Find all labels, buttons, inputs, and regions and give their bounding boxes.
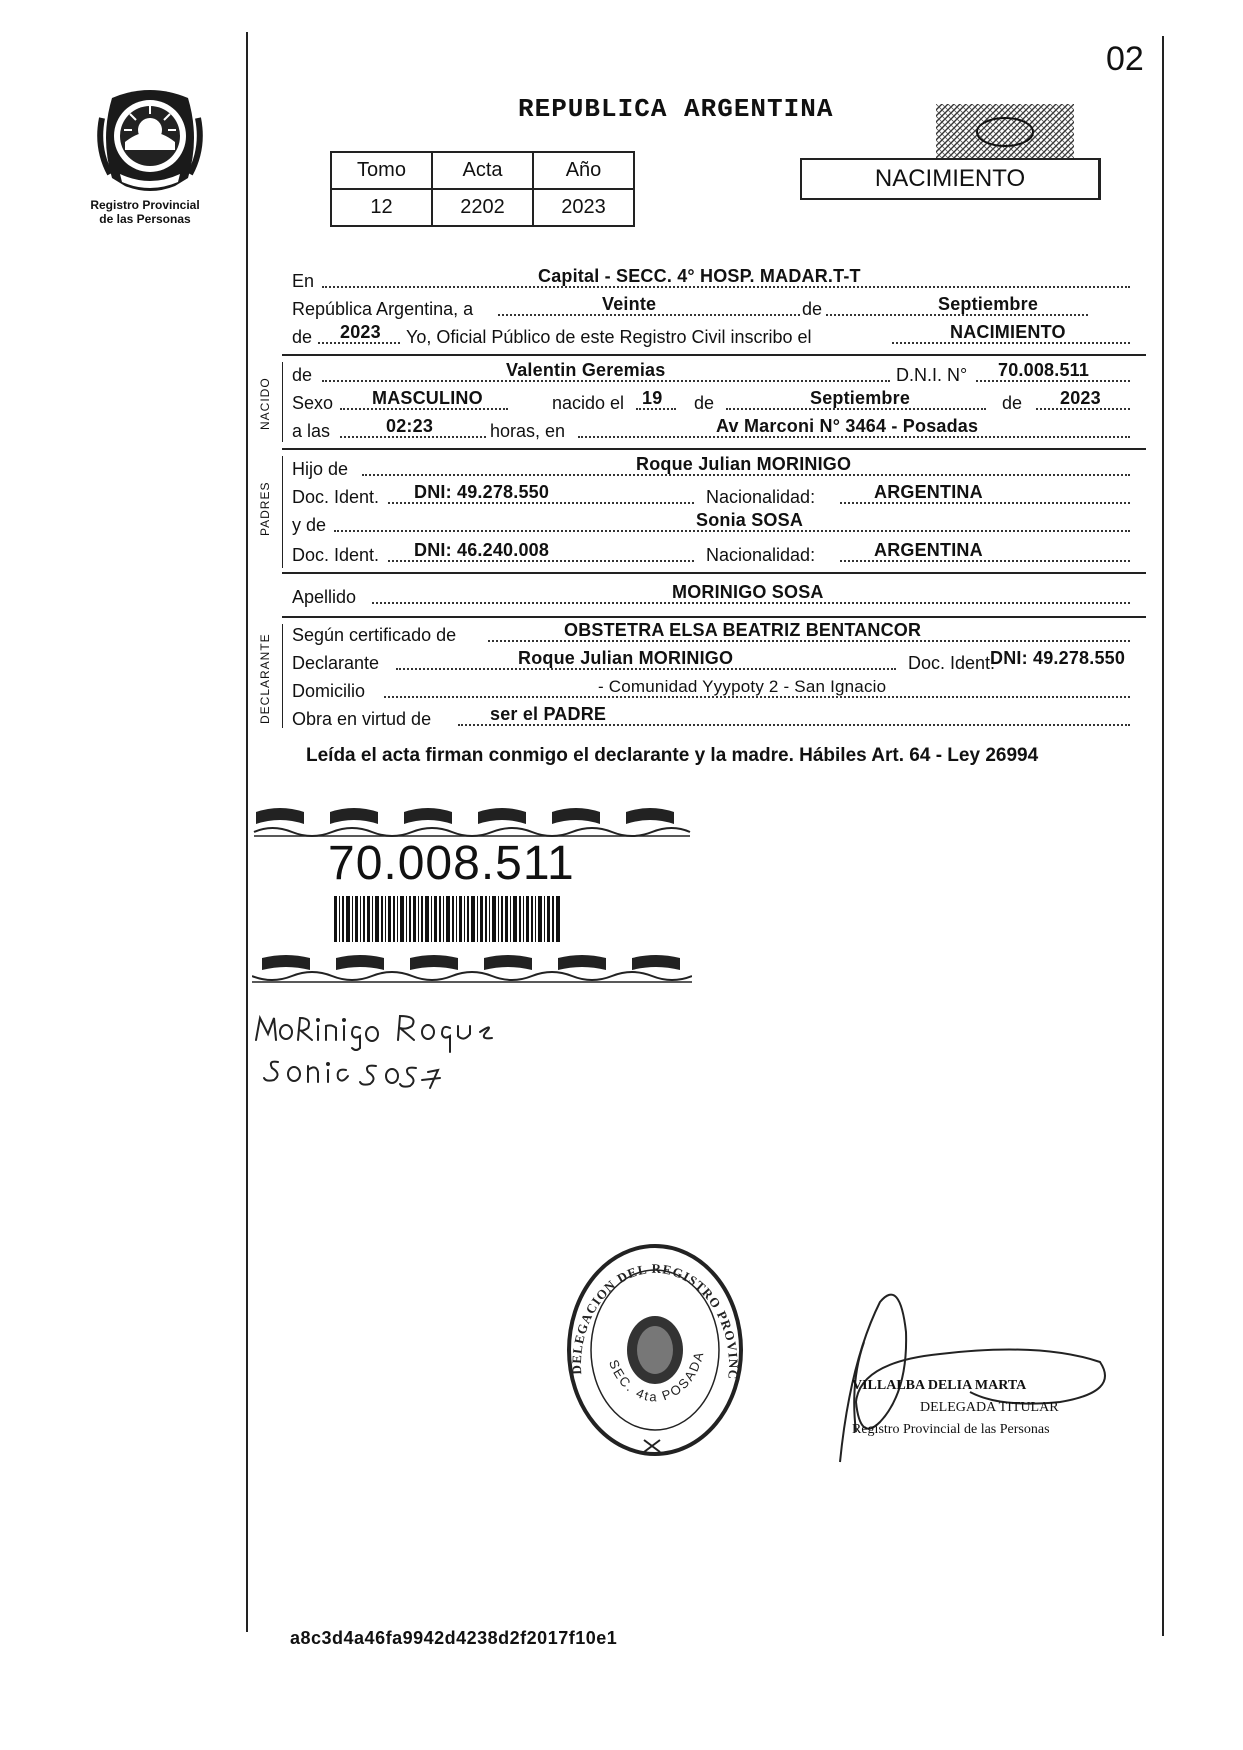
padres-row-1 (292, 456, 1142, 480)
registry-value-anio: 2023 (533, 189, 634, 226)
child-name-value: Valentin Geremias (506, 360, 666, 380)
y-de-label: y de (292, 515, 327, 535)
mother-doc-value: DNI: 46.240.008 (414, 540, 550, 560)
father-nationality-label: Nacionalidad: (706, 487, 816, 507)
section-rule (282, 354, 1146, 356)
declarante-row-2 (292, 650, 1142, 674)
signature-role: DELEGADA TITULAR (920, 1400, 1059, 1415)
left-margin-line (246, 32, 248, 1632)
barcode-bottom-pattern (252, 954, 692, 990)
signature-org: Registro Provincial de las Personas (852, 1422, 1050, 1437)
declarante-label: Declarante (292, 653, 380, 673)
mother-nationality-label: Nacionalidad: (706, 545, 816, 565)
signature-name: VILLALBA DELIA MARTA (852, 1378, 1027, 1393)
nacido-row-3 (292, 418, 1142, 442)
father-name-value: Roque Julian MORINIGO (636, 454, 852, 474)
declarante-row-1 (292, 622, 1142, 646)
barcode (334, 896, 560, 942)
mother-doc-label: Doc. Ident. (292, 545, 380, 565)
padres-row-2 (292, 484, 1142, 508)
padres-section-label: PADRES (258, 481, 272, 536)
province-logo (90, 78, 210, 198)
child-dni-value: 70.008.511 (998, 360, 1090, 380)
right-margin-line (1162, 36, 1164, 1636)
registry-header-anio: Año (533, 152, 634, 189)
en-label: En (292, 271, 315, 291)
de-label: de (802, 299, 823, 319)
apellido-label: Apellido (292, 587, 357, 607)
a-las-label: a las (292, 421, 331, 441)
dni-label: D.N.I. N° (896, 365, 968, 385)
intro-row-3 (292, 324, 1142, 348)
section-rule (282, 616, 1146, 618)
republica-label: República Argentina, a (292, 299, 474, 319)
official-seal (560, 1240, 750, 1460)
padres-bracket (282, 456, 283, 568)
mother-nationality-value: ARGENTINA (874, 540, 983, 560)
cert-value: OBSTETRA ELSA BEATRIZ BENTANCOR (564, 620, 922, 640)
birth-day-value: 19 (642, 388, 663, 408)
padres-row-3 (292, 512, 1142, 536)
section-rule (282, 572, 1146, 574)
oficial-text: Yo, Oficial Público de este Registro Civil inscribo el (406, 327, 812, 347)
place-value: Capital - SECC. 4° HOSP. MADAR.T-T (538, 266, 861, 286)
declarante-row-3 (292, 678, 1142, 702)
domicilio-label: Domicilio (292, 681, 366, 701)
father-nationality-value: ARGENTINA (874, 482, 983, 502)
sexo-value: MASCULINO (372, 388, 483, 408)
intro-row-1 (292, 268, 1142, 292)
padres-row-4 (292, 542, 1142, 566)
cert-label: Según certificado de (292, 625, 457, 645)
time-value: 02:23 (386, 416, 434, 436)
document-title: REPUBLICA ARGENTINA (518, 94, 834, 124)
handwritten-signatures (252, 1006, 592, 1106)
hijo-de-label: Hijo de (292, 459, 349, 479)
sexo-label: Sexo (292, 393, 334, 413)
barcode-number: 70.008.511 (328, 837, 575, 890)
nacido-row-1 (292, 362, 1142, 386)
father-doc-label: Doc. Ident. (292, 487, 380, 507)
apellido-value: MORINIGO SOSA (672, 582, 824, 602)
obra-label: Obra en virtud de (292, 709, 432, 729)
security-stamp (936, 104, 1074, 160)
mother-name-value: Sonia SOSA (696, 510, 804, 530)
obra-value: ser el PADRE (490, 704, 607, 724)
declarante-doc-label: Doc. Ident. (908, 653, 996, 673)
domicilio-value: - Comunidad Yyypoty 2 - San Ignacio (598, 677, 887, 696)
de-label: de (1002, 393, 1023, 413)
registry-header-tomo: Tomo (331, 152, 432, 189)
official-signature (820, 1282, 1110, 1472)
day-words-value: Veinte (602, 294, 657, 314)
logo-caption-line-1: Registro Provincial (90, 198, 200, 212)
seal-inner-text: SEC. 4ta POSADA (605, 1348, 707, 1405)
nacido-bracket (282, 362, 283, 442)
document-hash: a8c3d4a46fa9942d4238d2f2017f10e1 (290, 1628, 618, 1648)
section-rule (282, 448, 1146, 450)
logo-caption-line-2: de las Personas (99, 212, 191, 226)
nacido-section-label: NACIDO (258, 377, 272, 430)
registry-value-acta: 2202 (432, 189, 533, 226)
registry-table (330, 151, 635, 227)
nacido-el-label: nacido el (552, 393, 625, 413)
declarante-doc-value: DNI: 49.278.550 (990, 648, 1126, 668)
birth-place-value: Av Marconi N° 3464 - Posadas (716, 416, 979, 436)
declarante-name-value: Roque Julian MORINIGO (518, 648, 734, 668)
birth-year-value: 2023 (1060, 388, 1101, 408)
logo-caption (70, 198, 220, 226)
horas-label: horas, en (490, 421, 566, 441)
intro-row-2 (292, 296, 1142, 320)
declarante-row-4 (292, 706, 1142, 730)
de-label: de (292, 365, 313, 385)
de-label: de (694, 393, 715, 413)
declarante-section-label: DECLARANTE (258, 633, 272, 724)
registry-value-tomo: 12 (331, 189, 432, 226)
month-value: Septiembre (938, 294, 1039, 314)
page-number: 02 (1106, 40, 1144, 78)
year-value: 2023 (340, 322, 381, 342)
de-label-2: de (292, 327, 313, 347)
apellido-row (292, 584, 1142, 608)
nacido-row-2 (292, 390, 1142, 414)
act-type-value: NACIMIENTO (950, 322, 1066, 342)
seal-outer-text: DELEGACION DEL REGISTRO PROVINC (568, 1260, 742, 1381)
father-doc-value: DNI: 49.278.550 (414, 482, 550, 502)
declarante-bracket (282, 624, 283, 728)
registry-header-acta: Acta (432, 152, 533, 189)
closing-statement: Leída el acta firman conmigo el declarante y la madre. Hábiles Art. 64 - Ley 26994 (306, 745, 1039, 766)
record-type-box: NACIMIENTO (800, 158, 1101, 200)
birth-month-value: Septiembre (810, 388, 911, 408)
